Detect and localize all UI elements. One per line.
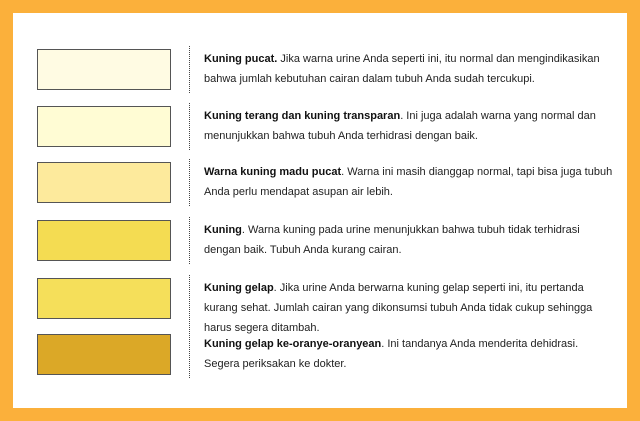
color-swatch xyxy=(37,49,171,90)
color-description xyxy=(204,49,614,89)
color-swatch xyxy=(37,278,171,319)
color-title: Kuning xyxy=(204,224,242,236)
color-swatch xyxy=(37,334,171,375)
dotted-divider xyxy=(189,103,190,150)
color-description xyxy=(204,220,614,260)
color-description xyxy=(204,106,614,146)
color-desc: . Warna ini masih dianggap normal, tapi bisa juga tubuh Anda perlu mendapat asupan air lebih. xyxy=(204,166,613,198)
color-title: Kuning gelap xyxy=(204,282,274,294)
color-description xyxy=(204,334,614,374)
color-description xyxy=(204,162,614,202)
color-desc: . Ini tandanya Anda menderita dehidrasi. Segera periksakan ke dokter. xyxy=(204,338,579,370)
dotted-divider xyxy=(189,159,190,206)
color-desc: . Jika urine Anda berwarna kuning gelap seperti ini, itu pertanda kurang sehat. Jumlah cairan yang dikonsumsi tubuh Anda tidak cukup sehingga harus segera ditambah. xyxy=(204,282,593,334)
dotted-divider xyxy=(189,331,190,378)
color-swatch xyxy=(37,106,171,147)
color-desc: . Warna kuning pada urine menunjukkan bahwa tubuh tidak terhidrasi dengan baik. Tubuh Anda kurang cairan. xyxy=(204,224,580,256)
color-title: Kuning pucat. xyxy=(204,53,278,65)
color-swatch xyxy=(37,220,171,261)
color-desc: Jika warna urine Anda seperti ini, itu normal dan mengindikasikan bahwa jumlah kebutuhan cairan dalam tubuh Anda sudah tercukupi. xyxy=(204,53,600,85)
color-desc: . Ini juga adalah warna yang normal dan menunjukkan bahwa tubuh Anda terhidrasi dengan baik. xyxy=(204,110,596,142)
urine-color-chart xyxy=(13,13,627,408)
dotted-divider xyxy=(189,217,190,264)
color-title: Warna kuning madu pucat xyxy=(204,166,342,178)
color-swatch xyxy=(37,162,171,203)
color-title: Kuning terang dan kuning transparan xyxy=(204,110,401,122)
dotted-divider xyxy=(189,46,190,93)
color-title: Kuning gelap ke-oranye-oranyean xyxy=(204,338,382,350)
color-description xyxy=(204,278,614,338)
